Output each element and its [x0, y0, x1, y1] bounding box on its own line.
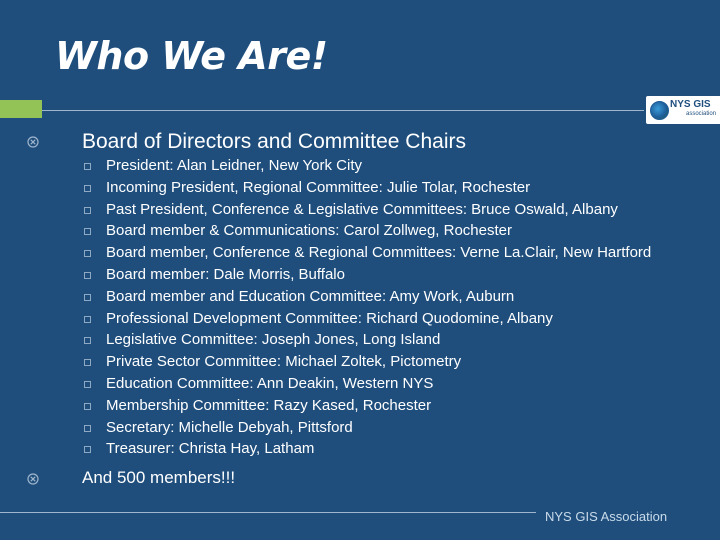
globe-icon — [650, 101, 669, 120]
square-bullet-icon — [84, 185, 91, 192]
square-bullet-icon — [84, 425, 91, 432]
square-bullet-icon — [84, 250, 91, 257]
nys-gis-logo — [646, 96, 720, 124]
list-item-text: President: Alan Leidner, New York City — [106, 157, 362, 174]
slide-title: Who We Are! — [55, 34, 328, 78]
accent-bar — [0, 100, 42, 118]
list-item-text: Education Committee: Ann Deakin, Western NYS — [106, 374, 434, 392]
square-bullet-icon — [84, 446, 91, 453]
footer-text: NYS GIS Association — [545, 509, 668, 524]
list-item-text: Board member, Conference & Regional Committees: Verne La.Clair, New Hartford — [106, 244, 652, 262]
square-bullet-icon — [84, 228, 91, 235]
list-item-text: Legislative Committee: Joseph Jones, Long Island — [106, 331, 441, 349]
circled-x-bullet-icon — [27, 136, 39, 148]
square-bullet-icon — [84, 316, 91, 323]
logo-subtitle: association — [686, 111, 717, 117]
square-bullet-icon — [84, 403, 91, 410]
square-bullet-icon — [84, 359, 91, 366]
square-bullet-icon — [84, 163, 91, 170]
list-item-text: Board member and Education Committee: Amy Work, Auburn — [106, 287, 515, 305]
square-bullet-icon — [84, 337, 91, 344]
members-text: And 500 members!!! — [82, 468, 236, 487]
square-bullet-icon — [84, 272, 91, 279]
footer-divider — [0, 512, 536, 513]
list-item-text: Treasurer: Christa Hay, Latham — [106, 440, 315, 458]
square-bullet-icon — [84, 381, 91, 388]
list-item-text: Board member & Communications: Carol Zollweg, Rochester — [106, 222, 512, 240]
logo-name: NYS GIS — [670, 99, 711, 110]
list-item-text: Private Sector Committee: Michael Zoltek, Pictometry — [106, 353, 462, 371]
list-item-text: Past President, Conference & Legislative Committees: Bruce Oswald, Albany — [106, 200, 618, 218]
list-item-text: Membership Committee: Razy Kased, Rochester — [106, 396, 432, 414]
list-item-text: Secretary: Michelle Debyah, Pittsford — [106, 418, 353, 436]
heading-text: Board of Directors and Committee Chairs — [82, 130, 466, 153]
square-bullet-icon — [84, 294, 91, 301]
list-item-text: Board member: Dale Morris, Buffalo — [106, 265, 345, 283]
list-item-text: Incoming President, Regional Committee: Julie Tolar, Rochester — [106, 178, 531, 196]
title-divider — [42, 110, 644, 111]
circled-x-bullet-icon — [27, 473, 39, 485]
list-item-text: Professional Development Committee: Richard Quodomine, Albany — [106, 309, 553, 327]
square-bullet-icon — [84, 207, 91, 214]
